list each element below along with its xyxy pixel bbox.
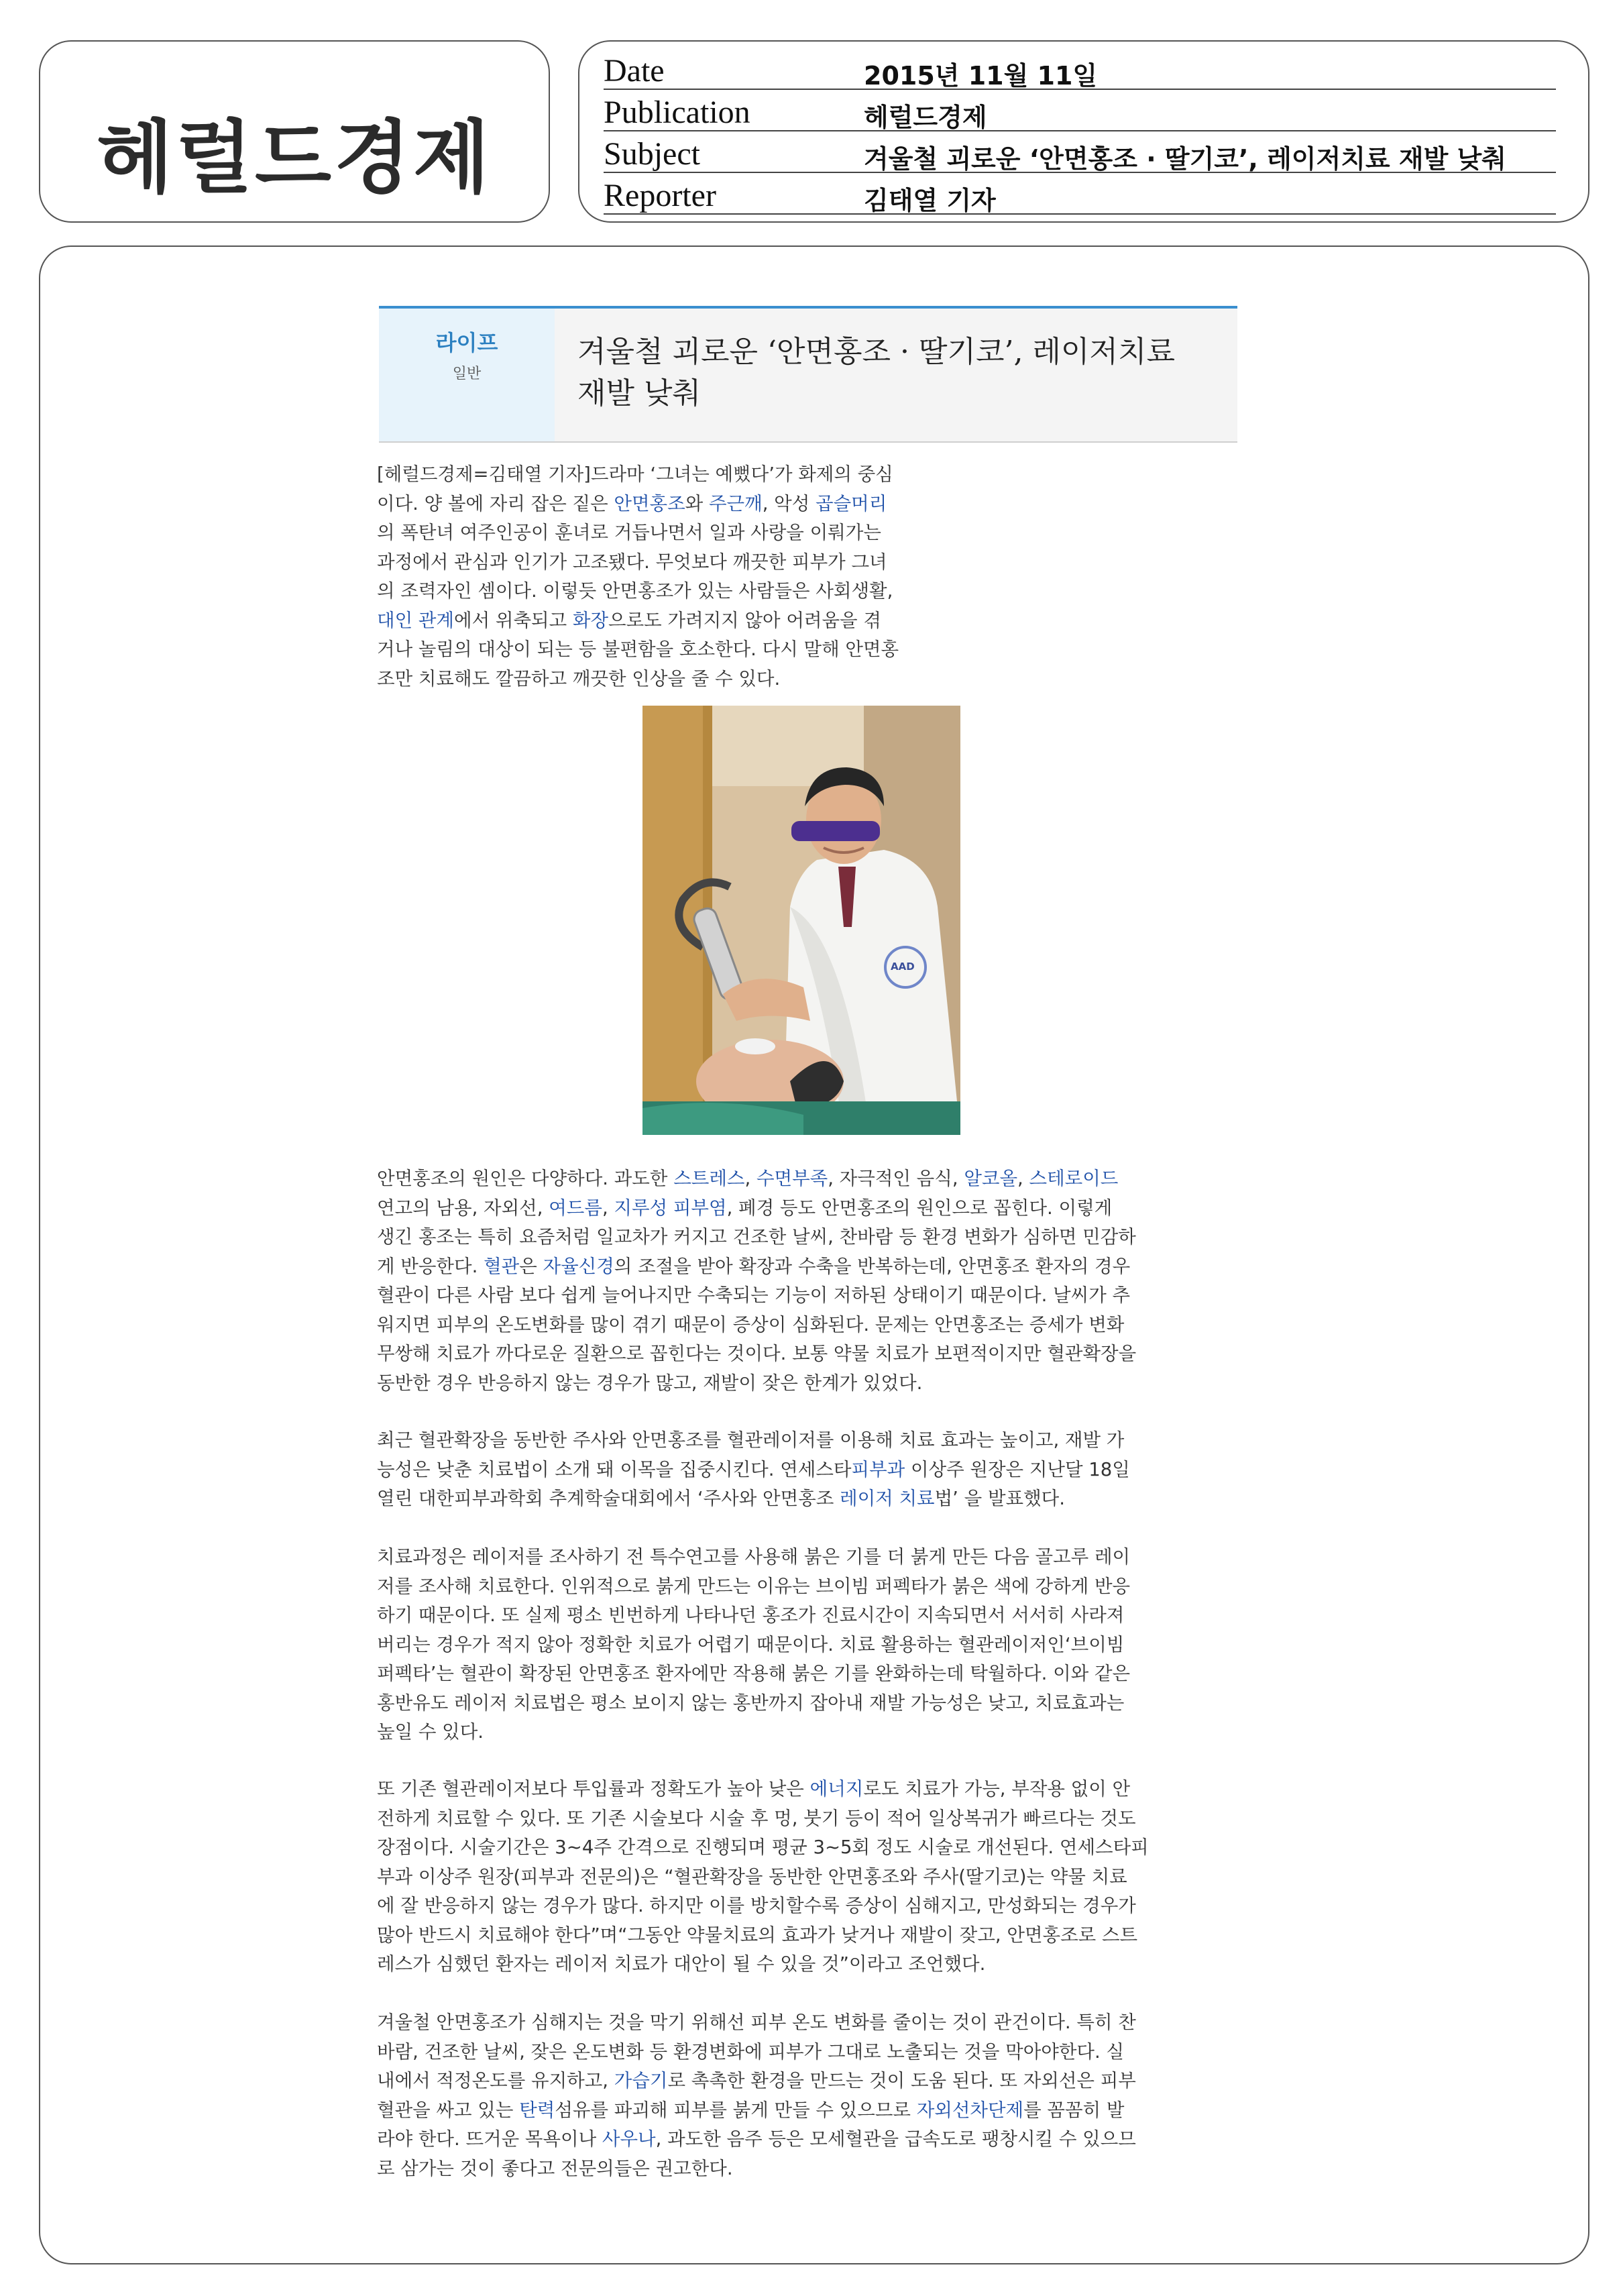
paragraph-line bbox=[377, 665, 967, 694]
paragraph-line bbox=[377, 1863, 1242, 1892]
paragraph-line bbox=[377, 1194, 1242, 1223]
keyword-link[interactable]: 스테로이드 bbox=[1029, 1168, 1119, 1189]
article-meta-box bbox=[578, 40, 1589, 223]
meta-value: 2015년 11월 11일 bbox=[864, 61, 1098, 91]
text-segment: 게 반응한다. bbox=[377, 1255, 484, 1277]
text-segment: 전하게 치료할 수 있다. 또 기존 시술보다 시술 후 멍, 붓기 등이 적어 일상복귀가 빠르다는 것도 bbox=[377, 1807, 1136, 1829]
text-segment: 로 삼가는 것이 좋다고 전문의들은 권고한다. bbox=[377, 2157, 733, 2179]
text-segment: 와 bbox=[685, 492, 709, 514]
keyword-link[interactable]: 대인 관계 bbox=[377, 609, 455, 631]
meta-row-subject bbox=[604, 131, 1556, 173]
article-paragraph bbox=[377, 1426, 1242, 1514]
text-segment: 내에서 적정온도를 유지하고, bbox=[377, 2070, 614, 2091]
paragraph-line bbox=[377, 1921, 1242, 1951]
text-segment: 으로도 가려지지 않아 어려움을 겪 bbox=[608, 609, 881, 631]
paragraph-line bbox=[377, 490, 967, 519]
text-segment: , bbox=[602, 1197, 614, 1219]
paragraph-line bbox=[377, 1601, 1242, 1631]
paragraph-line bbox=[377, 1281, 1242, 1311]
paragraph-line bbox=[377, 1311, 1242, 1340]
paragraph-line bbox=[377, 1892, 1242, 1921]
text-segment: 하기 때문이다. 또 실제 평소 빈번하게 나타나던 홍조가 진료시간이 지속되면서 서서히 사라져 bbox=[377, 1604, 1125, 1626]
text-segment: 라야 한다. 뜨거운 목욕이나 bbox=[377, 2128, 602, 2150]
text-segment: 이다. 양 볼에 자리 잡은 짙은 bbox=[377, 492, 614, 514]
paragraph-line bbox=[377, 2067, 1242, 2096]
meta-value: 헤럴드경제 bbox=[864, 103, 987, 132]
text-segment: 거나 놀림의 대상이 되는 등 불편함을 호소한다. 다시 말해 안면홍 bbox=[377, 639, 899, 660]
text-segment: 에 잘 반응하지 않는 경우가 많다. 하지만 이를 방치할수록 증상이 심해지고, 만성화되는 경우가 bbox=[377, 1895, 1136, 1916]
text-segment: 퍼펙타’는 혈관이 확장된 안면홍조 환자에만 작용해 붉은 기를 완화하는데 탁월하다. 이와 같은 bbox=[377, 1663, 1131, 1684]
paragraph-line bbox=[377, 2008, 1242, 2038]
paragraph-line bbox=[377, 1369, 1242, 1399]
paragraph-line bbox=[377, 548, 967, 578]
text-segment: 홍반유도 레이저 치료법은 평소 보이지 않는 홍반까지 잡아내 재발 가능성은 낮고, 치료효과는 bbox=[377, 1692, 1125, 1714]
text-segment: 최근 혈관확장을 동반한 주사와 안면홍조를 혈관레이저를 이용해 치료 효과는 높이고, 재발 가 bbox=[377, 1429, 1125, 1451]
meta-row-date bbox=[604, 48, 1556, 90]
category-link[interactable]: 라이프 bbox=[435, 330, 498, 356]
text-segment: 의 폭탄녀 여주인공이 훈녀로 거듭나면서 일과 사랑을 이뤄가는 bbox=[377, 522, 881, 543]
paragraph-line bbox=[377, 1252, 1242, 1282]
text-segment: 에서 위축되고 bbox=[454, 609, 573, 631]
text-segment: [헤럴드경제=김태열 기자]드라마 ‘그녀는 예뻤다’가 화제의 중심 bbox=[377, 463, 893, 485]
aad-badge: AAD bbox=[891, 961, 915, 973]
paragraph-line bbox=[377, 1718, 1242, 1747]
meta-key: Publication bbox=[604, 95, 750, 130]
paragraph-line bbox=[377, 1426, 1242, 1456]
text-segment: , 폐경 등도 안면홍조의 원인으로 꼽힌다. 이렇게 bbox=[726, 1197, 1113, 1219]
keyword-link[interactable]: 가습기 bbox=[614, 2070, 668, 2091]
doctor-laser-treatment-photo bbox=[642, 706, 960, 1135]
paragraph-line bbox=[377, 1456, 1242, 1485]
paragraph-line bbox=[377, 2096, 1242, 2126]
keyword-link[interactable]: 여드름 bbox=[549, 1197, 602, 1219]
keyword-link[interactable]: 수면부족 bbox=[756, 1168, 828, 1189]
keyword-link[interactable]: 스트레스 bbox=[673, 1168, 745, 1189]
text-segment: 동반한 경우 반응하지 않는 경우가 많고, 재발이 잦은 한계가 있었다. bbox=[377, 1372, 923, 1394]
headline-line: 겨울철 괴로운 ‘안면홍조 · 딸기코’, 레이저치료 bbox=[577, 335, 1175, 369]
text-segment: , bbox=[1017, 1168, 1029, 1189]
text-segment: , bbox=[744, 1168, 757, 1189]
paragraph-line bbox=[377, 1833, 1242, 1863]
meta-row-reporter bbox=[604, 173, 1556, 215]
text-segment: 버리는 경우가 적지 않아 정확한 치료가 어렵기 때문이다. 치료 활용하는 혈관레이저인‘브이빔 bbox=[377, 1633, 1125, 1655]
keyword-link[interactable]: 피부과 bbox=[851, 1458, 905, 1480]
text-segment: 혈관을 싸고 있는 bbox=[377, 2099, 520, 2121]
article-photo bbox=[642, 706, 960, 1135]
article-headline bbox=[577, 331, 1221, 415]
text-segment: , 자극적인 음식, bbox=[828, 1168, 964, 1189]
subcategory-link[interactable]: 일반 bbox=[452, 366, 482, 382]
keyword-link[interactable]: 주근깨 bbox=[708, 492, 763, 514]
meta-key: Date bbox=[604, 53, 665, 89]
paragraph-line bbox=[377, 2154, 1242, 2184]
text-segment: 레스가 심했던 환자는 레이저 치료가 대안이 될 수 있을 것”이라고 조언했다. bbox=[377, 1953, 986, 1975]
keyword-link[interactable]: 알코올 bbox=[964, 1168, 1018, 1189]
keyword-link[interactable]: 에너지 bbox=[809, 1778, 864, 1800]
text-segment: 부과 이상주 원장(피부과 전문의)은 “혈관확장을 동반한 안면홍조와 주사(딸기코)는 약물 치료 bbox=[377, 1865, 1127, 1888]
meta-row-publication bbox=[604, 90, 1556, 131]
keyword-link[interactable]: 곱슬머리 bbox=[816, 492, 887, 514]
keyword-link[interactable]: 지루성 피부염 bbox=[614, 1197, 727, 1219]
text-segment: 은 bbox=[519, 1255, 543, 1277]
article-paragraph bbox=[377, 2008, 1242, 2183]
meta-key: Subject bbox=[604, 136, 700, 172]
text-segment: , 악성 bbox=[762, 492, 816, 514]
meta-value: 겨울철 괴로운 ‘안면홍조 · 딸기코’, 레이저치료 재발 낮춰 bbox=[864, 144, 1506, 174]
publication-logo: 헤럴드경제 bbox=[97, 111, 492, 204]
text-segment: 이상주 원장은 지난달 18일 bbox=[905, 1458, 1130, 1480]
paragraph-line bbox=[377, 1950, 1242, 1979]
text-segment: 바람, 건조한 날씨, 잦은 온도변화 등 환경변화에 피부가 그대로 노출되는 것을 막아야한다. 실 bbox=[377, 2040, 1125, 2063]
text-segment: 무쌍해 치료가 까다로운 질환으로 꼽힌다는 것이다. 보통 약물 치료가 보편적이지만 혈관확장을 bbox=[377, 1343, 1137, 1364]
paragraph-line bbox=[377, 577, 967, 606]
paragraph-line bbox=[377, 1689, 1242, 1718]
paragraph-line bbox=[377, 1804, 1242, 1834]
keyword-link[interactable]: 자율신경 bbox=[543, 1255, 614, 1277]
text-segment: 겨울철 안면홍조가 심해지는 것을 막기 위해선 피부 온도 변화를 줄이는 것이 관건이다. 특히 찬 bbox=[377, 2012, 1136, 2033]
text-segment: 로도 치료가 가능, 부작용 없이 안 bbox=[863, 1778, 1131, 1800]
paragraph-line bbox=[377, 1659, 1242, 1689]
text-segment: 장점이다. 시술기간은 3~4주 간격으로 진행되며 평균 3~5회 정도 시술로 개선된다. 연세스타피 bbox=[377, 1837, 1149, 1858]
text-segment: 많아 반드시 치료해야 한다”며“그동안 약물치료의 효과가 낮거나 재발이 잦고, 안면홍조로 스트 bbox=[377, 1924, 1138, 1946]
keyword-link[interactable]: 사우나 bbox=[602, 2128, 656, 2150]
paragraph-line bbox=[377, 1340, 1242, 1369]
article-paragraph bbox=[377, 1164, 1242, 1398]
paragraph-line bbox=[377, 606, 967, 636]
text-segment: , 과도한 음주 등은 모세혈관을 급속도로 팽창시킬 수 있으므 bbox=[655, 2128, 1136, 2150]
article-header bbox=[379, 306, 1237, 443]
text-segment: 섬유를 파괴해 피부를 붉게 만들 수 있으므로 bbox=[555, 2099, 917, 2121]
text-segment: 의 조절을 받아 확장과 수축을 반복하는데, 안면홍조 환자의 경우 bbox=[614, 1255, 1131, 1277]
paragraph-line bbox=[377, 2038, 1242, 2067]
article-paragraph bbox=[377, 460, 967, 694]
text-segment: 연고의 남용, 자외선, bbox=[377, 1197, 549, 1219]
keyword-link[interactable]: 안면홍조 bbox=[614, 492, 685, 514]
paragraph-line bbox=[377, 460, 967, 490]
text-segment: 조만 치료해도 깔끔하고 깨끗한 인상을 줄 수 있다. bbox=[377, 667, 781, 690]
keyword-link[interactable]: 혈관 bbox=[484, 1255, 520, 1277]
text-segment: 능성은 낮춘 치료법이 소개 돼 이목을 집중시킨다. 연세스타 bbox=[377, 1458, 852, 1480]
article-paragraph bbox=[377, 1775, 1242, 1979]
text-segment: 과정에서 관심과 인기가 고조됐다. 무엇보다 깨끗한 피부가 그녀 bbox=[377, 551, 887, 573]
text-segment: 저를 조사해 치료한다. 인위적으로 붉게 만드는 이유는 브이빔 퍼펙타가 붉은 색에 강하게 반응 bbox=[377, 1575, 1131, 1597]
paragraph-line bbox=[377, 1543, 1242, 1572]
meta-key: Reporter bbox=[604, 178, 716, 213]
text-segment: 열린 대한피부과학회 추계학술대회에서 ‘주사와 안면홍조 bbox=[377, 1488, 840, 1509]
keyword-link[interactable]: 자외선차단제 bbox=[916, 2099, 1024, 2121]
text-segment: 워지면 피부의 온도변화를 많이 겪기 때문이 증상이 심화된다. 문제는 안면홍조는 증세가 변화 bbox=[377, 1313, 1125, 1335]
text-segment: 를 꼼꼼히 발 bbox=[1023, 2099, 1125, 2121]
paragraph-line bbox=[377, 518, 967, 548]
paragraph-line bbox=[377, 1164, 1242, 1194]
paragraph-line bbox=[377, 1484, 1242, 1514]
paragraph-line bbox=[377, 1572, 1242, 1602]
masthead-box bbox=[39, 40, 550, 223]
text-segment: 치료과정은 레이저를 조사하기 전 특수연고를 사용해 붉은 기를 더 붉게 만든 다음 골고루 레이 bbox=[377, 1546, 1131, 1568]
text-segment: 법’ 을 발표했다. bbox=[934, 1488, 1065, 1509]
paragraph-line bbox=[377, 1223, 1242, 1252]
paragraph-line bbox=[377, 1631, 1242, 1660]
text-segment: 생긴 홍조는 특히 요즘처럼 일교차가 커지고 건조한 날씨, 찬바람 등 환경 변화가 심하면 민감하 bbox=[377, 1226, 1136, 1248]
text-segment: 또 기존 혈관레이저보다 투입률과 정확도가 높아 낮은 bbox=[377, 1778, 810, 1800]
keyword-link[interactable]: 레이저 치료 bbox=[840, 1488, 935, 1509]
keyword-link[interactable]: 탄력 bbox=[519, 2099, 555, 2121]
paragraph-line bbox=[377, 1775, 1242, 1804]
category-block bbox=[379, 309, 555, 441]
paragraph-line bbox=[377, 2125, 1242, 2154]
paragraph-line bbox=[377, 635, 967, 665]
meta-value: 김태열 기자 bbox=[864, 186, 996, 215]
keyword-link[interactable]: 화장 bbox=[572, 609, 609, 631]
text-segment: 혈관이 다른 사람 보다 쉽게 늘어나지만 수축되는 기능이 저하된 상태이기 때문이다. 날씨가 추 bbox=[377, 1284, 1131, 1306]
text-segment: 높일 수 있다. bbox=[377, 1721, 484, 1743]
article-paragraph bbox=[377, 1543, 1242, 1747]
text-segment: 로 촉촉한 환경을 만드는 것이 도움 된다. 또 자외선은 피부 bbox=[667, 2070, 1136, 2091]
headline-line: 재발 낮춰 bbox=[577, 376, 702, 411]
text-segment: 안면홍조의 원인은 다양하다. 과도한 bbox=[377, 1168, 674, 1189]
text-segment: 의 조력자인 셈이다. 이렇듯 안면홍조가 있는 사람들은 사회생활, bbox=[377, 580, 893, 602]
